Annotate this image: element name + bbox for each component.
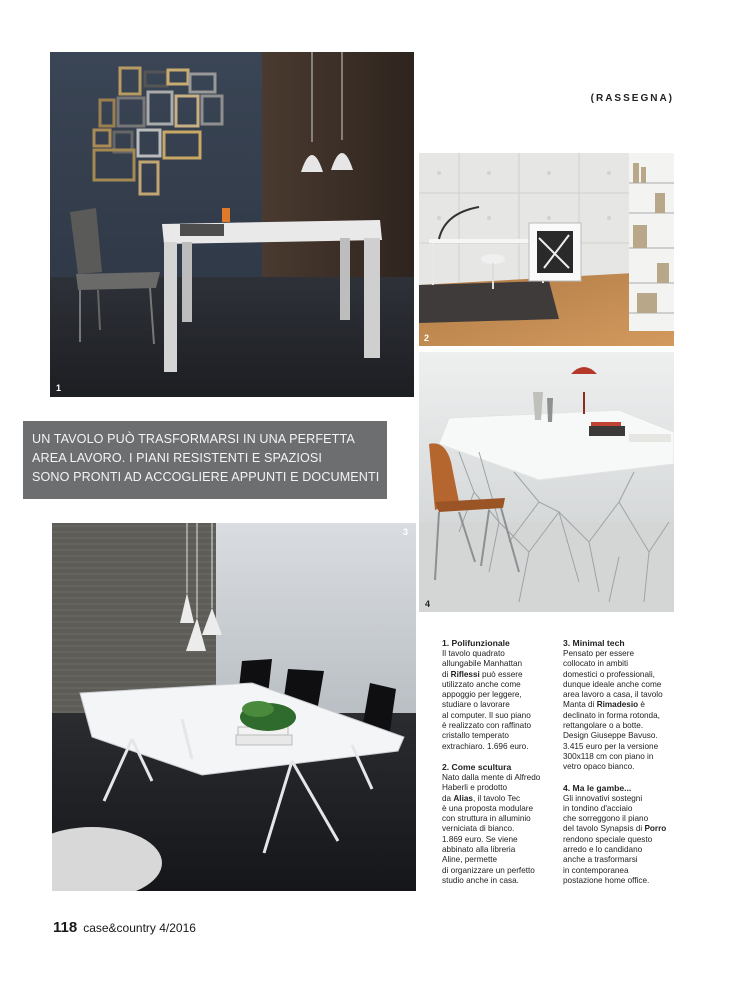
item-line: Gli innovativi sostegni	[563, 793, 643, 803]
item-line: Aline, permette	[442, 855, 498, 865]
item-line: con struttura in alluminio	[442, 814, 531, 824]
item-title: 2. Come scultura	[442, 761, 512, 772]
item-4	[563, 783, 675, 887]
item-line: Design Giuseppe Bavuso.	[563, 731, 658, 741]
brand-name: Rimadesio	[596, 700, 639, 710]
photo-number: 4	[425, 599, 431, 609]
photo-2-office	[419, 153, 674, 346]
item-line: è realizzato con raffinato	[442, 721, 532, 731]
item-line: rettangolare o a botte.	[563, 721, 644, 731]
photo-1-manhattan-table	[50, 52, 414, 397]
item-line: dunque ideale anche come	[563, 679, 662, 689]
item-line: Il tavolo quadrato	[442, 649, 505, 658]
item-line: declinato in forma rotonda,	[563, 710, 660, 720]
page-footer	[53, 919, 196, 937]
item-line: vetro opaco bianco.	[563, 762, 635, 772]
item-title: 1. Polifunzionale	[442, 638, 510, 648]
photo-3-tec-table	[52, 523, 416, 891]
item-line: di organizzare un perfetto	[442, 865, 535, 875]
item-line: da Alias, il tavolo Tec	[442, 793, 521, 803]
item-3	[563, 638, 675, 773]
page-number: 118	[53, 919, 78, 936]
photo-number: 2	[424, 333, 430, 343]
item-line: anche a trasformarsi	[563, 855, 638, 865]
item-2	[442, 762, 554, 886]
photo-number: 1	[56, 383, 62, 393]
section-tag: (RASSEGNA)	[590, 93, 674, 104]
item-line: è una proposta modulare	[442, 803, 534, 813]
text-column-right	[563, 638, 675, 886]
item-line: abbinato alla libreria	[442, 845, 516, 855]
item-1	[442, 638, 554, 752]
item-line: domestici o professionali,	[563, 669, 655, 679]
item-title: 3. Minimal tech	[563, 638, 625, 648]
item-line: in tondino d'acciaio	[563, 803, 633, 813]
pull-quote	[23, 421, 387, 499]
item-line: arredo e lo candidano	[563, 845, 643, 855]
pull-quote-line: AREA LAVORO. I PIANI RESISTENTI E SPAZIOSI	[32, 451, 322, 465]
item-line: 3.415 euro per la versione	[563, 741, 659, 751]
brand-name: Alias	[453, 793, 473, 803]
item-line: area lavoro a casa, il tavolo	[563, 690, 663, 700]
photo-4-synapsis-table	[419, 352, 674, 612]
item-line: studiare o lavorare	[442, 700, 510, 710]
item-line: verniciata di bianco.	[442, 824, 515, 834]
text-column-left	[442, 638, 554, 886]
item-line: cristallo temperato	[442, 731, 509, 741]
item-line: utilizzato anche come	[442, 679, 521, 689]
item-line: in contemporanea	[563, 865, 629, 875]
item-line: al computer. Il suo piano	[442, 710, 531, 720]
item-line: Manta di Rimadesio è	[563, 700, 645, 710]
item-line: 1.869 euro. Se viene	[442, 834, 518, 844]
magazine-issue: case&country 4/2016	[83, 921, 196, 935]
item-line: Nato dalla mente di Alfredo	[442, 772, 541, 782]
item-line: collocato in ambiti	[563, 659, 629, 669]
item-line: rendono speciale questo	[563, 834, 653, 844]
item-line: Haberli e prodotto	[442, 783, 508, 793]
pull-quote-line: SONO PRONTI AD ACCOGLIERE APPUNTI E DOCUMENTI	[32, 470, 380, 484]
item-line: appoggio per leggere,	[442, 690, 522, 700]
item-line: del tavolo Synapsis di Porro	[563, 824, 667, 834]
item-line: che sorreggono il piano	[563, 814, 649, 824]
item-line: allungabile Manhattan	[442, 659, 523, 669]
item-line: extrachiaro. 1.696 euro.	[442, 741, 529, 751]
brand-name: Riflessi	[450, 669, 480, 679]
item-line: postazione home office.	[563, 875, 650, 885]
item-line: Pensato per essere	[563, 649, 635, 658]
item-line: di Riflessi può essere	[442, 669, 523, 679]
photo-number: 3	[402, 527, 408, 537]
item-title: 4. Ma le gambe...	[563, 782, 632, 793]
item-line: 300x118 cm con piano in	[563, 751, 654, 761]
brand-name: Porro	[644, 824, 667, 834]
pull-quote-line: UN TAVOLO PUÒ TRASFORMARSI IN UNA PERFETTA	[32, 432, 355, 446]
item-line: studio anche in casa.	[442, 875, 519, 885]
